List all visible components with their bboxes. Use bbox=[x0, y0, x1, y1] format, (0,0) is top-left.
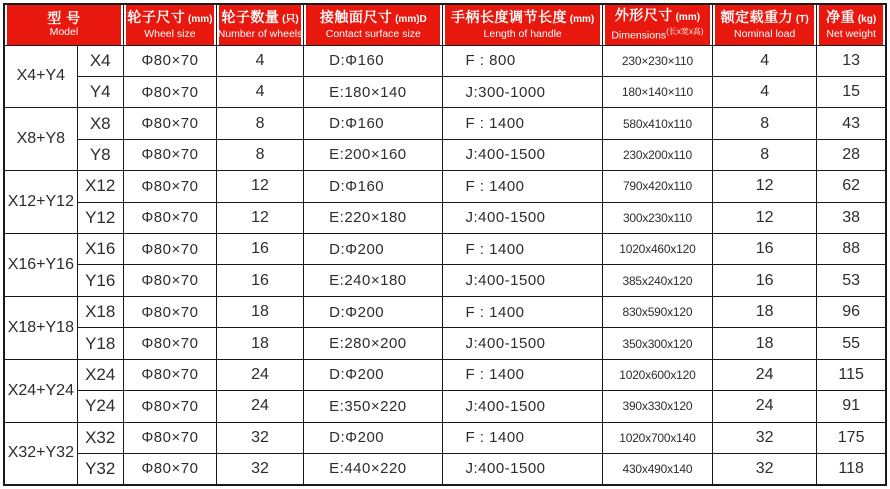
cell-dims: 1020x600x120 bbox=[602, 359, 712, 390]
cell-dims: 1020x700x140 bbox=[602, 422, 712, 453]
cell-count: 32 bbox=[216, 453, 303, 485]
cell-wheel: Φ80×70 bbox=[123, 234, 216, 265]
table-row-X32 bbox=[4, 422, 886, 453]
cell-handle: F : 1400 bbox=[443, 171, 602, 202]
cell-dims: 230×230×110 bbox=[602, 45, 712, 76]
cell-wheel: Φ80×70 bbox=[123, 422, 216, 453]
cell-count: 32 bbox=[216, 422, 303, 453]
cell-load: 24 bbox=[713, 359, 817, 390]
header-contact-unit: (mm)D bbox=[392, 13, 427, 25]
cell-count: 16 bbox=[216, 265, 303, 296]
cell-handle: F : 800 bbox=[443, 45, 602, 76]
cell-dims: 230x200x110 bbox=[602, 139, 712, 170]
header-dims bbox=[602, 4, 712, 45]
header-wheel-zh: 轮子尺寸 (mm) bbox=[127, 8, 213, 25]
cell-weight: 55 bbox=[817, 328, 886, 359]
cell-model-group: X32+Y32 bbox=[4, 422, 77, 485]
cell-model: X4 bbox=[77, 45, 123, 76]
header-wheel-en: Wheel size bbox=[144, 27, 196, 40]
table-row-Y12 bbox=[4, 202, 886, 233]
cell-contact: D:Φ160 bbox=[304, 108, 443, 139]
cell-weight: 53 bbox=[817, 265, 886, 296]
cell-model: X8 bbox=[77, 108, 123, 139]
cell-dims: 430x490x140 bbox=[602, 453, 712, 485]
table-row-X18 bbox=[4, 296, 886, 327]
cell-count: 8 bbox=[216, 139, 303, 170]
table-row-Y18 bbox=[4, 328, 886, 359]
cell-count: 24 bbox=[216, 359, 303, 390]
table-row-X24 bbox=[4, 359, 886, 390]
cell-model: X18 bbox=[77, 296, 123, 327]
cell-wheel: Φ80×70 bbox=[123, 359, 216, 390]
cell-load: 18 bbox=[713, 328, 817, 359]
table-row-X4 bbox=[4, 45, 886, 76]
cell-load: 12 bbox=[713, 171, 817, 202]
cell-weight: 115 bbox=[817, 359, 886, 390]
cell-model-group: X18+Y18 bbox=[4, 296, 77, 359]
cell-wheel: Φ80×70 bbox=[123, 76, 216, 107]
cell-dims: 180×140×110 bbox=[602, 76, 712, 107]
header-count bbox=[216, 4, 303, 45]
cell-contact: E:180×140 bbox=[304, 76, 443, 107]
cell-weight: 28 bbox=[817, 139, 886, 170]
cell-dims: 830x590x120 bbox=[602, 296, 712, 327]
header-contact-zh: 接触面尺寸 (mm)D bbox=[319, 8, 427, 25]
cell-weight: 43 bbox=[817, 108, 886, 139]
cell-contact: D:Φ200 bbox=[304, 422, 443, 453]
cell-wheel: Φ80×70 bbox=[123, 202, 216, 233]
cell-dims: 385x240x120 bbox=[602, 265, 712, 296]
cell-model: Y12 bbox=[77, 202, 123, 233]
cell-model-group: X16+Y16 bbox=[4, 234, 77, 297]
header-load-zh: 额定载重力 (T) bbox=[720, 8, 809, 25]
header-load-unit: (T) bbox=[793, 13, 809, 25]
header-dims-unit: (mm) bbox=[672, 12, 701, 23]
cell-contact: D:Φ200 bbox=[304, 234, 443, 265]
cell-handle: F : 1400 bbox=[443, 234, 602, 265]
cell-model: X12 bbox=[77, 171, 123, 202]
header-contact bbox=[304, 4, 443, 45]
cell-handle: J:400-1500 bbox=[443, 453, 602, 485]
cell-wheel: Φ80×70 bbox=[123, 265, 216, 296]
cell-weight: 118 bbox=[817, 453, 886, 485]
spec-table bbox=[3, 3, 887, 486]
table-row-X12 bbox=[4, 171, 886, 202]
cell-contact: E:350×220 bbox=[304, 391, 443, 422]
cell-contact: E:280×200 bbox=[304, 328, 443, 359]
header-model-en: Model bbox=[49, 26, 79, 39]
cell-handle: J:400-1500 bbox=[443, 265, 602, 296]
cell-handle: F : 1400 bbox=[443, 359, 602, 390]
header-weight-en: Net weight bbox=[826, 27, 876, 40]
cell-weight: 62 bbox=[817, 171, 886, 202]
header-wheel bbox=[123, 4, 216, 45]
cell-model: Y8 bbox=[77, 139, 123, 170]
cell-load: 8 bbox=[713, 108, 817, 139]
header-model-zh: 型 号 bbox=[47, 10, 81, 27]
header-handle-unit: (mm) bbox=[567, 13, 595, 25]
cell-contact: E:440×220 bbox=[304, 453, 443, 485]
table-row-Y16 bbox=[4, 265, 886, 296]
header-count-unit: (只) bbox=[279, 13, 299, 25]
cell-dims: 790x420x110 bbox=[602, 171, 712, 202]
cell-wheel: Φ80×70 bbox=[123, 391, 216, 422]
header-weight-unit: (kg) bbox=[855, 13, 877, 25]
spec-table-wrap bbox=[3, 3, 887, 486]
header-handle bbox=[443, 4, 602, 45]
cell-dims: 350x300x120 bbox=[602, 328, 712, 359]
cell-model: Y32 bbox=[77, 453, 123, 485]
cell-weight: 96 bbox=[817, 296, 886, 327]
cell-wheel: Φ80×70 bbox=[123, 139, 216, 170]
cell-count: 18 bbox=[216, 328, 303, 359]
cell-weight: 88 bbox=[817, 234, 886, 265]
cell-handle: F : 1400 bbox=[443, 422, 602, 453]
cell-dims: 300x230x110 bbox=[602, 202, 712, 233]
cell-handle: J:300-1000 bbox=[443, 76, 602, 107]
cell-count: 8 bbox=[216, 108, 303, 139]
header-weight bbox=[817, 4, 886, 45]
table-row-Y8 bbox=[4, 139, 886, 170]
cell-handle: J:400-1500 bbox=[443, 328, 602, 359]
header-weight-zh: 净重 (kg) bbox=[826, 8, 877, 25]
cell-weight: 38 bbox=[817, 202, 886, 233]
cell-contact: D:Φ160 bbox=[304, 171, 443, 202]
header-model bbox=[4, 4, 123, 45]
cell-model: X16 bbox=[77, 234, 123, 265]
header-count-en: Number of wheels bbox=[217, 27, 303, 40]
cell-handle: J:400-1500 bbox=[443, 202, 602, 233]
cell-wheel: Φ80×70 bbox=[123, 171, 216, 202]
cell-model: Y4 bbox=[77, 76, 123, 107]
cell-weight: 91 bbox=[817, 391, 886, 422]
cell-handle: F : 1400 bbox=[443, 296, 602, 327]
header-handle-en: Length of handle bbox=[483, 27, 562, 40]
cell-wheel: Φ80×70 bbox=[123, 453, 216, 485]
cell-model-group: X24+Y24 bbox=[4, 359, 77, 422]
cell-load: 24 bbox=[713, 391, 817, 422]
cell-load: 18 bbox=[713, 296, 817, 327]
cell-dims: 390x330x120 bbox=[602, 391, 712, 422]
cell-wheel: Φ80×70 bbox=[123, 296, 216, 327]
cell-count: 12 bbox=[216, 202, 303, 233]
cell-load: 32 bbox=[713, 422, 817, 453]
cell-load: 4 bbox=[713, 45, 817, 76]
header-dims-zh: 外形尺寸 (mm) bbox=[614, 7, 701, 23]
cell-contact: E:200×160 bbox=[304, 139, 443, 170]
cell-load: 8 bbox=[713, 139, 817, 170]
cell-contact: E:240×180 bbox=[304, 265, 443, 296]
cell-weight: 175 bbox=[817, 422, 886, 453]
cell-weight: 15 bbox=[817, 76, 886, 107]
cell-contact: D:Φ200 bbox=[304, 359, 443, 390]
cell-contact: D:Φ160 bbox=[304, 45, 443, 76]
header-contact-en: Contact surface size bbox=[325, 27, 421, 40]
cell-wheel: Φ80×70 bbox=[123, 108, 216, 139]
table-body bbox=[4, 45, 886, 485]
cell-count: 12 bbox=[216, 171, 303, 202]
cell-dims: 1020x460x120 bbox=[602, 234, 712, 265]
cell-load: 4 bbox=[713, 76, 817, 107]
cell-model-group: X8+Y8 bbox=[4, 108, 77, 171]
cell-load: 12 bbox=[713, 202, 817, 233]
header-wheel-unit: (mm) bbox=[185, 13, 213, 25]
cell-count: 18 bbox=[216, 296, 303, 327]
cell-model: Y16 bbox=[77, 265, 123, 296]
cell-contact: D:Φ200 bbox=[304, 296, 443, 327]
header-dims-en: Dimensions$^{(长x宽x高)}$ bbox=[611, 27, 704, 42]
cell-wheel: Φ80×70 bbox=[123, 328, 216, 359]
cell-count: 24 bbox=[216, 391, 303, 422]
cell-count: 4 bbox=[216, 45, 303, 76]
cell-handle: J:400-1500 bbox=[443, 391, 602, 422]
cell-count: 4 bbox=[216, 76, 303, 107]
cell-wheel: Φ80×70 bbox=[123, 45, 216, 76]
cell-handle: F : 1400 bbox=[443, 108, 602, 139]
cell-load: 16 bbox=[713, 265, 817, 296]
cell-model: Y24 bbox=[77, 391, 123, 422]
table-row-X16 bbox=[4, 234, 886, 265]
cell-load: 16 bbox=[713, 234, 817, 265]
cell-model: X24 bbox=[77, 359, 123, 390]
table-header bbox=[4, 4, 886, 45]
header-load bbox=[713, 4, 817, 45]
cell-weight: 13 bbox=[817, 45, 886, 76]
table-row-Y4 bbox=[4, 76, 886, 107]
cell-count: 16 bbox=[216, 234, 303, 265]
cell-handle: J:400-1500 bbox=[443, 139, 602, 170]
cell-dims: 580x410x110 bbox=[602, 108, 712, 139]
cell-model-group: X4+Y4 bbox=[4, 45, 77, 108]
cell-contact: E:220×180 bbox=[304, 202, 443, 233]
cell-load: 32 bbox=[713, 453, 817, 485]
cell-model: Y18 bbox=[77, 328, 123, 359]
table-row-Y32 bbox=[4, 453, 886, 485]
header-dims-en-sup: (长x宽x高) bbox=[666, 27, 704, 36]
cell-model: X32 bbox=[77, 422, 123, 453]
table-row-X8 bbox=[4, 108, 886, 139]
header-handle-zh: 手柄长度调节长度 (mm) bbox=[451, 8, 595, 25]
table-row-Y24 bbox=[4, 391, 886, 422]
header-load-en: Nominal load bbox=[734, 27, 796, 40]
header-count-zh: 轮子数量 (只) bbox=[221, 8, 299, 25]
cell-model-group: X12+Y12 bbox=[4, 171, 77, 234]
